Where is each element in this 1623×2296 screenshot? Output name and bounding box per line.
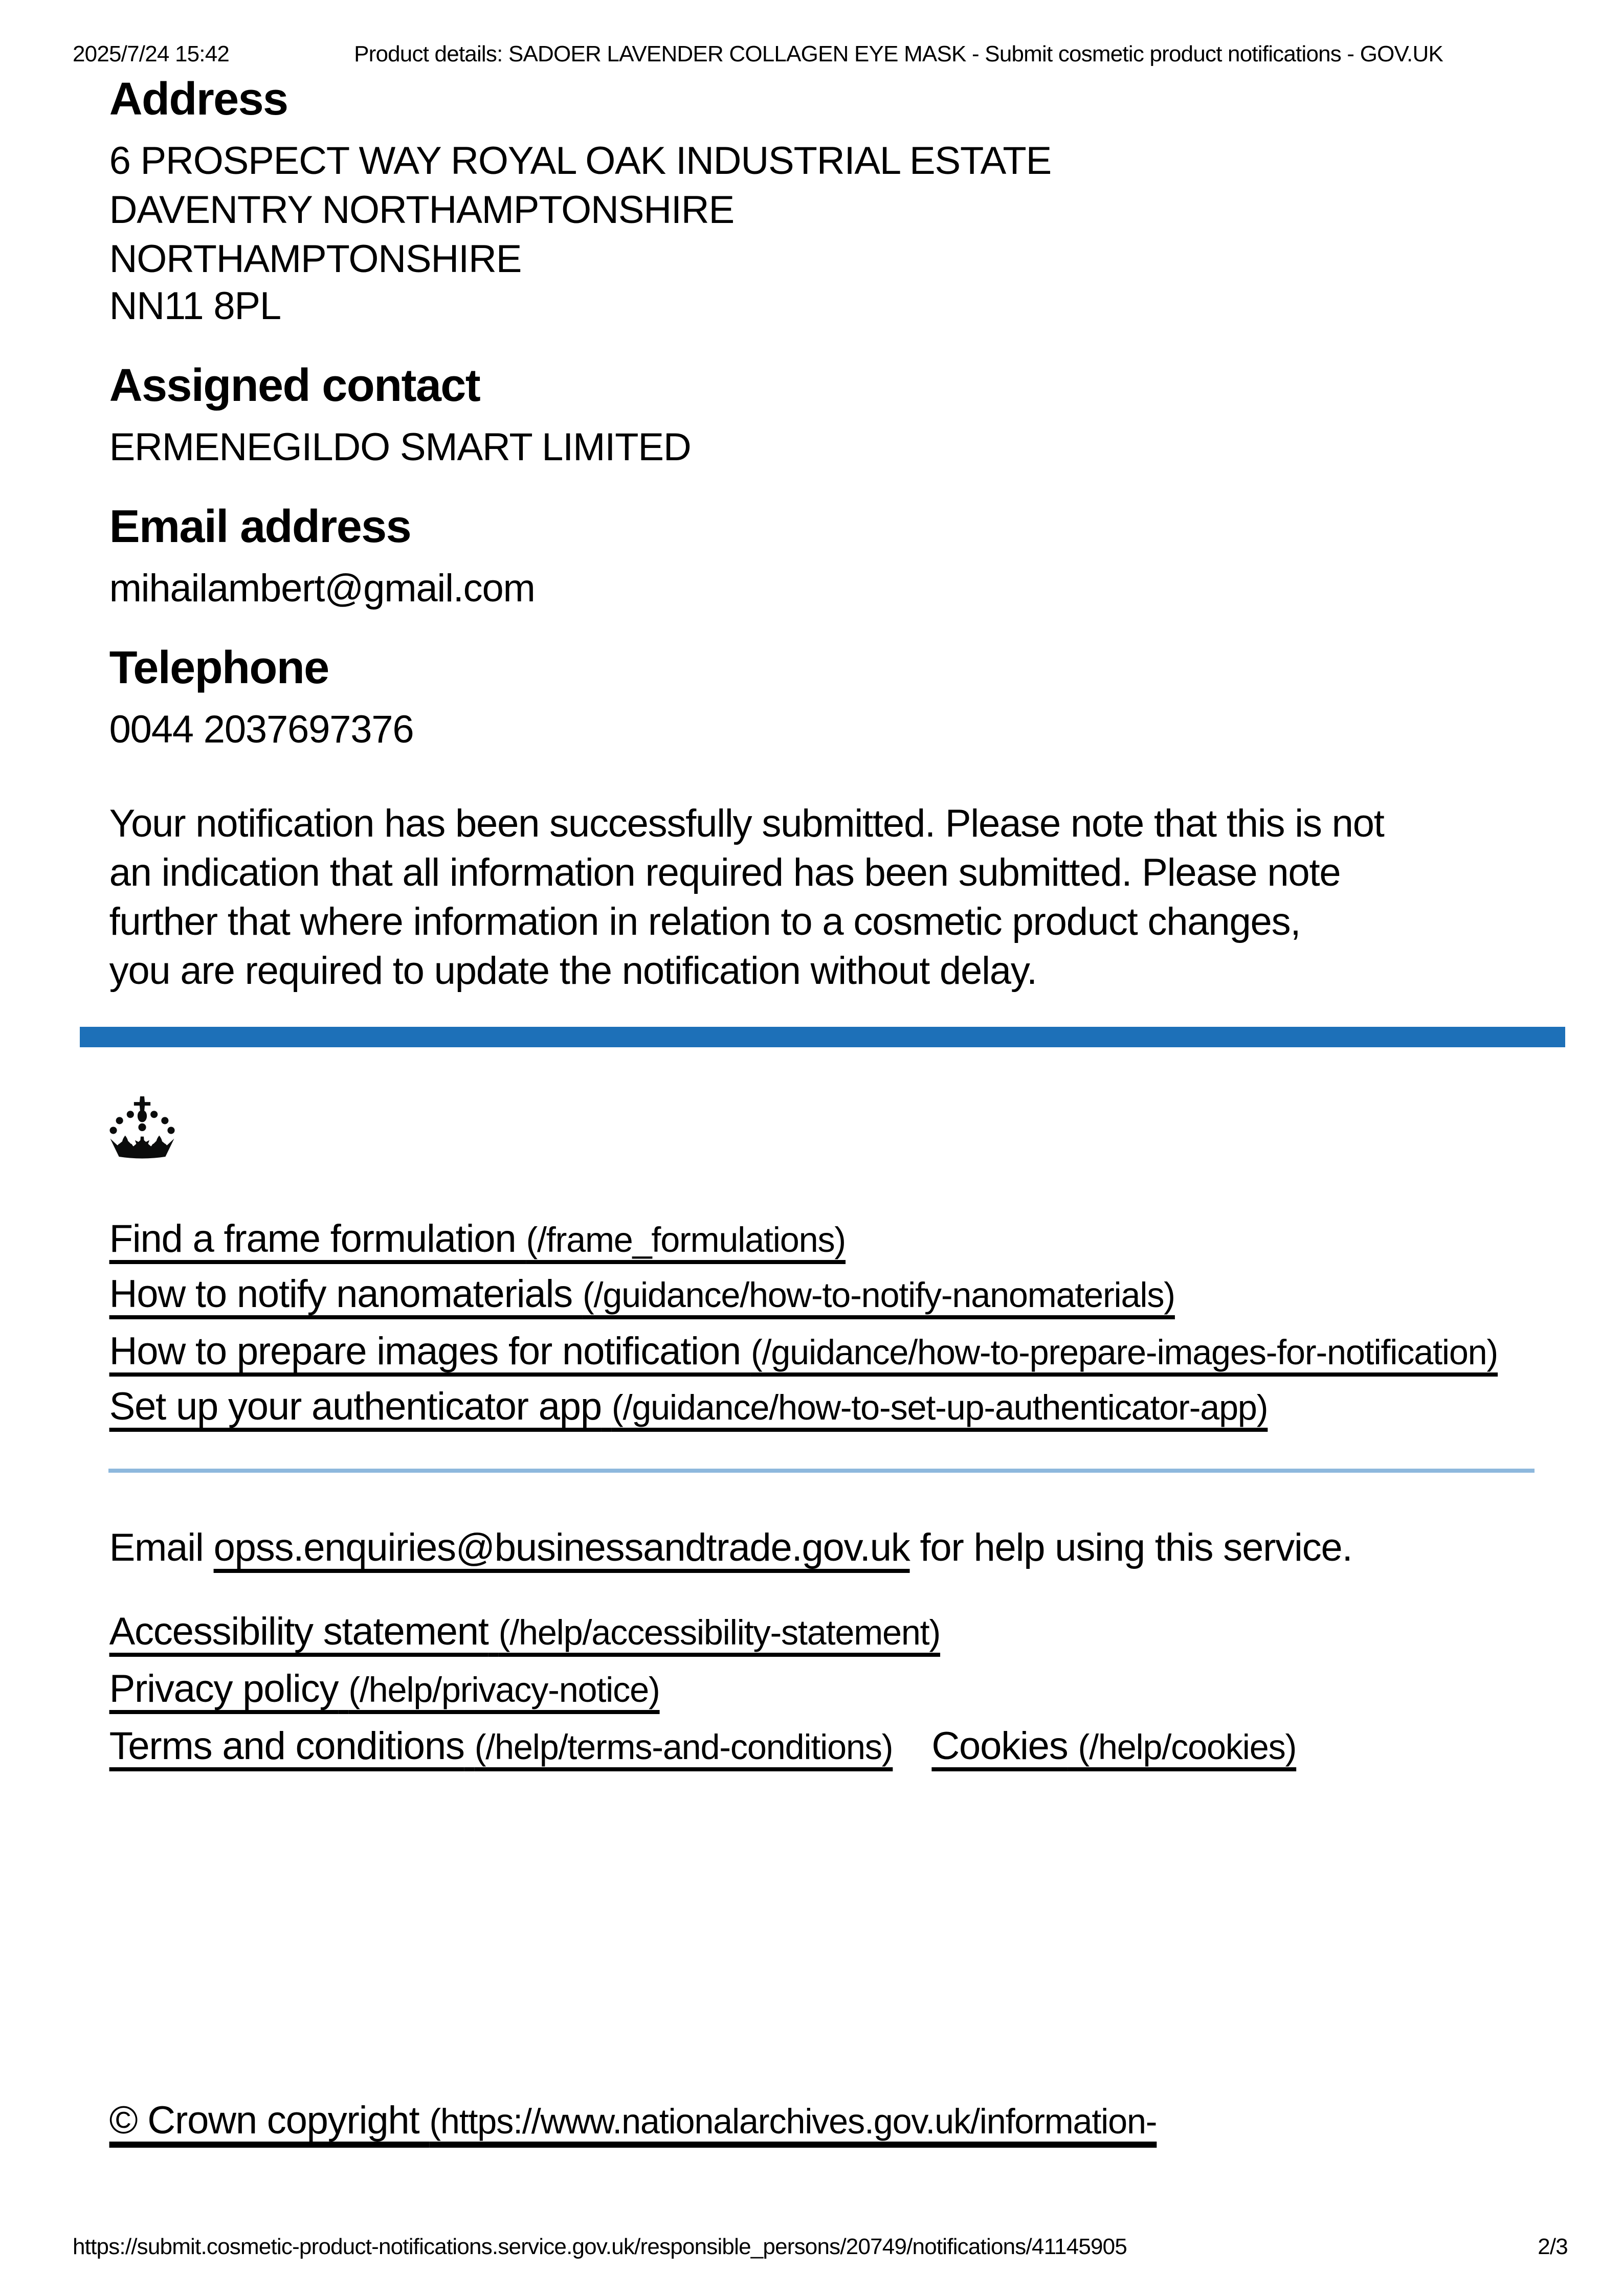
crown-copyright-link[interactable] bbox=[109, 2101, 1157, 2144]
link-href: (/frame_formulations) bbox=[526, 1221, 846, 1260]
help-email-link[interactable]: opss.enquiries@businessandtrade.gov.uk bbox=[213, 1528, 910, 1572]
prepare-images-link[interactable] bbox=[109, 1332, 1498, 1375]
footer-divider bbox=[109, 1470, 1536, 1474]
assigned-contact-value: ERMENEGILDO SMART LIMITED bbox=[109, 427, 691, 470]
crown-copyright-line bbox=[109, 2099, 1157, 2147]
link-label: Find a frame formulation bbox=[109, 1219, 516, 1262]
privacy-policy-link[interactable] bbox=[109, 1669, 660, 1712]
link-href: (/help/accessibility-statement) bbox=[498, 1614, 941, 1653]
copyright-label: © Crown copyright bbox=[109, 2101, 430, 2144]
meta-item-row bbox=[109, 1724, 1536, 1772]
email-address-heading: Email address bbox=[109, 501, 411, 552]
cookies-link[interactable] bbox=[931, 1724, 1296, 1772]
print-page-number: 2/3 bbox=[1538, 2236, 1568, 2260]
meta-item bbox=[109, 1667, 1536, 1716]
link-item bbox=[109, 1330, 1536, 1377]
link-item bbox=[109, 1217, 1536, 1264]
address-line: NORTHAMPTONSHIRE bbox=[109, 238, 522, 281]
link-item bbox=[109, 1386, 1536, 1433]
terms-and-conditions-link[interactable] bbox=[109, 1724, 893, 1772]
accessibility-statement-link[interactable] bbox=[109, 1612, 941, 1655]
help-line bbox=[109, 1527, 1536, 1575]
meta-item bbox=[109, 1610, 1536, 1659]
link-href: (/help/cookies) bbox=[1078, 1727, 1297, 1767]
telephone-value: 0044 2037697376 bbox=[109, 709, 414, 752]
link-href: (/guidance/how-to-notify-nanomaterials) bbox=[582, 1277, 1175, 1316]
crown-icon bbox=[109, 1097, 1536, 1160]
address-line: NN11 8PL bbox=[109, 287, 281, 330]
copyright-href: (https://www.nationalarchives.gov.uk/information- bbox=[429, 2103, 1157, 2142]
frame-formulation-link[interactable] bbox=[109, 1219, 846, 1262]
main-content bbox=[79, 0, 1566, 1781]
footer-blue-bar bbox=[79, 1026, 1566, 1047]
submission-notice bbox=[109, 802, 1536, 997]
link-label: Accessibility statement bbox=[109, 1612, 488, 1655]
link-label: Cookies bbox=[931, 1725, 1068, 1769]
help-suffix: for help using this service. bbox=[909, 1528, 1352, 1572]
telephone-heading: Telephone bbox=[109, 641, 329, 692]
print-datetime: 2025/7/24 15:42 bbox=[73, 43, 230, 67]
related-links-list bbox=[109, 1217, 1536, 1433]
submission-notice-line: further that where information in relation to a cosmetic product changes, bbox=[109, 902, 1301, 944]
link-href: (/guidance/how-to-set-up-authenticator-app) bbox=[611, 1389, 1268, 1429]
link-item bbox=[109, 1273, 1536, 1320]
link-href: (/guidance/how-to-prepare-images-for-notification) bbox=[750, 1333, 1498, 1372]
link-href: (/help/privacy-notice) bbox=[348, 1671, 660, 1710]
print-footer bbox=[73, 2236, 1568, 2260]
assigned-contact-heading: Assigned contact bbox=[109, 360, 480, 411]
submission-notice-line: you are required to update the notification without delay. bbox=[109, 950, 1037, 993]
link-label: How to notify nanomaterials bbox=[109, 1275, 572, 1318]
address-line: 6 PROSPECT WAY ROYAL OAK INDUSTRIAL ESTATE bbox=[109, 141, 1052, 184]
email-address-value: mihailambert@gmail.com bbox=[109, 568, 535, 611]
address-block bbox=[109, 139, 1536, 333]
submission-notice-line: an indication that all information required has been submitted. Please note bbox=[109, 853, 1341, 896]
print-footer-url: https://submit.cosmetic-product-notifications.service.gov.uk/responsible_persons/20749/notifications/41145905 bbox=[73, 2236, 1127, 2260]
link-label: Set up your authenticator app bbox=[109, 1387, 602, 1431]
link-label: How to prepare images for notification bbox=[109, 1331, 741, 1375]
submission-notice-line: Your notification has been successfully submitted. Please note that this is not bbox=[109, 804, 1384, 847]
help-prefix: Email bbox=[109, 1528, 214, 1572]
address-heading: Address bbox=[109, 74, 288, 125]
notify-nanomaterials-link[interactable] bbox=[109, 1275, 1175, 1318]
print-document-title: Product details: SADOER LAVENDER COLLAGEN EYE MASK - Submit cosmetic product notifications - GOV.UK bbox=[354, 43, 1443, 67]
link-href: (/help/terms-and-conditions) bbox=[474, 1727, 893, 1767]
address-line: DAVENTRY NORTHAMPTONSHIRE bbox=[109, 190, 734, 233]
authenticator-app-link[interactable] bbox=[109, 1388, 1268, 1431]
link-label: Terms and conditions bbox=[109, 1725, 464, 1769]
link-label: Privacy policy bbox=[109, 1669, 339, 1712]
meta-links bbox=[109, 1610, 1536, 1772]
